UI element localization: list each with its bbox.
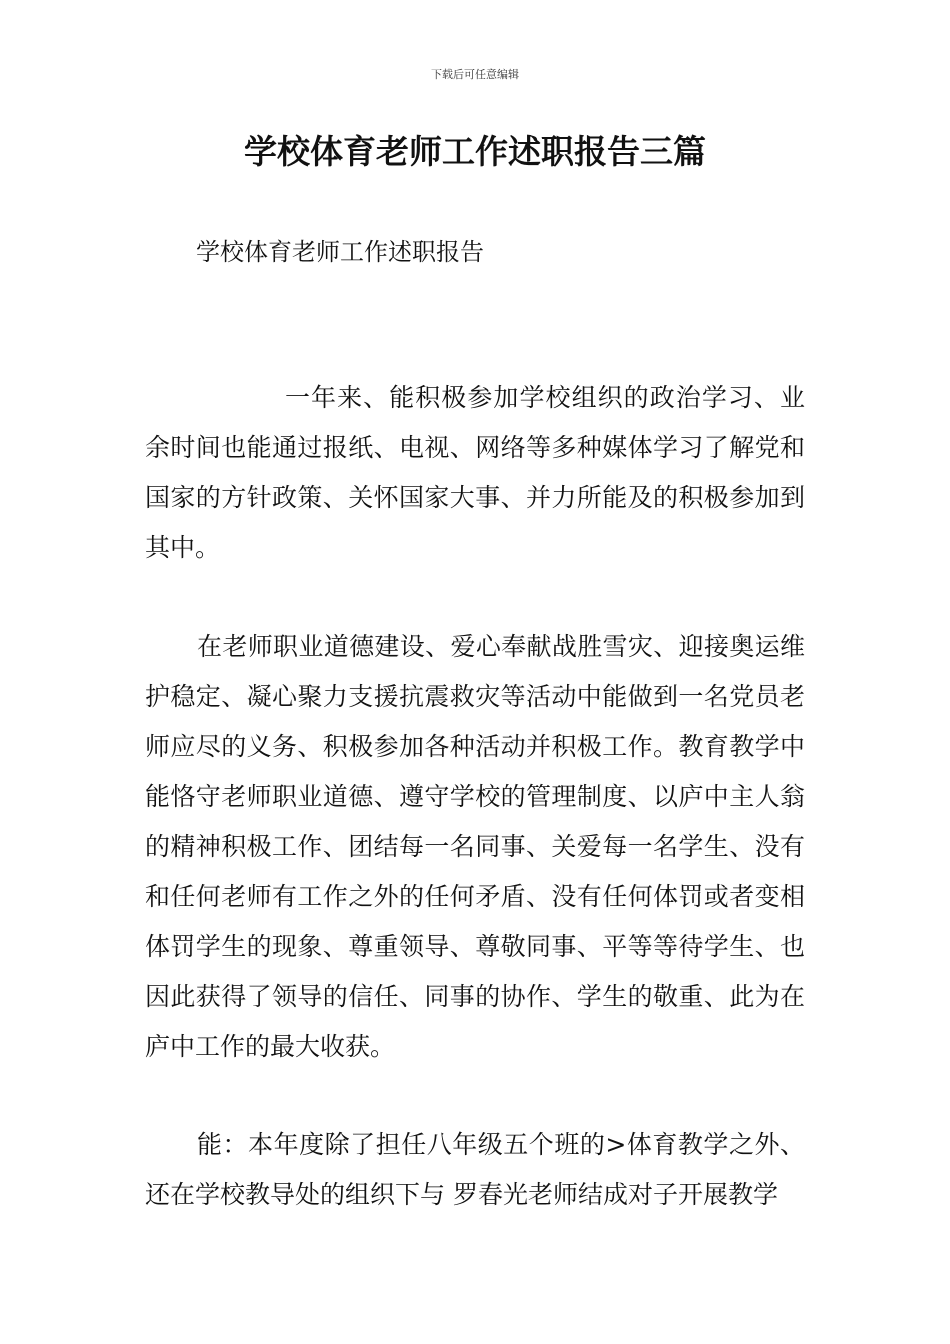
paragraph-1: 一年来、能积极参加学校组织的政治学习、业余时间也能通过报纸、电视、网络等多种媒体学习了解党和国家的方针政策、关怀国家大事、并力所能及的积极参加到其中。 [145,383,805,562]
document-title: 学校体育老师工作述职报告三篇 [244,132,706,171]
paragraph-3: 能：本年度除了担任八年级五个班的>体育教学之外、还在学校教导处的组织下与 罗春光老师结成对子开展教学 [145,1130,805,1209]
header-note: 下载后可任意编辑 [431,68,519,81]
document-subtitle: 学校体育老师工作述职报告 [196,238,484,266]
paragraph-2: 在老师职业道德建设、爱心奉献战胜雪灾、迎接奥运维护稳定、凝心聚力支援抗震救灾等活动中能做到一名党员老师应尽的义务、积极参加各种活动并积极工作。教育教学中能恪守老师职业道德、遵守学校的管理制度、以庐中主人翁的精神积极工作、团结每一名同事、关爱每一名学生、没有和任何老师有工作之外的任何矛盾、没有任何体罚或者变相体罚学生的现象、尊重领导、尊敬同事、平等等待学生、也因此获得了领导的信任、同事的协作、学生的敬重、此为在庐中工作的最大收获。 [145,632,805,1061]
